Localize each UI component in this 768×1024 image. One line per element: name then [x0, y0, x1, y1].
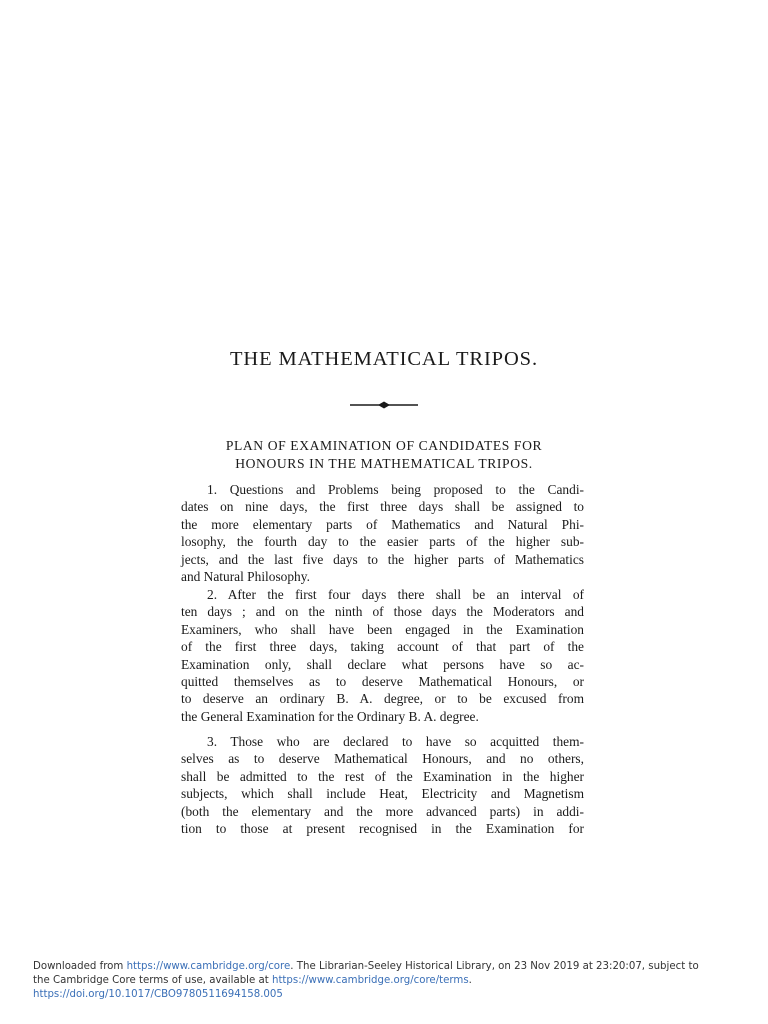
download-footer [33, 960, 753, 1002]
paragraph-line: to deserve an ordinary B. A. degree, or to be excused from [181, 691, 584, 707]
paragraph-line: quitted themselves as to deserve Mathematical Honours, or [181, 673, 584, 689]
paragraph-line: shall be admitted to the rest of the Examination in the higher [181, 768, 584, 784]
diamond-rule-ornament-icon [348, 399, 420, 411]
paragraph-line: and Natural Philosophy. [181, 568, 310, 584]
paragraph-line: jects, and the last five days to the higher parts of Mathematics [181, 551, 584, 567]
paragraph-line: of the first three days, taking account of that part of the [181, 639, 584, 655]
footer-text: Downloaded from [33, 961, 127, 972]
paragraph-line: the more elementary parts of Mathematics and Natural Phi- [181, 516, 584, 532]
paragraph-line: Examination only, shall declare what persons have so ac- [181, 656, 584, 672]
doi-link[interactable]: https://doi.org/10.1017/CBO9780511694158.005 [33, 989, 283, 1000]
paragraph-line: ten days ; and on the ninth of those days the Moderators and [181, 604, 584, 620]
paragraph-1 [181, 481, 584, 585]
section-heading-line-1: PLAN OF EXAMINATION OF CANDIDATES FOR [225, 438, 543, 453]
paragraph-line: losophy, the fourth day to the easier parts of the higher sub- [181, 534, 584, 550]
footer-line-1 [33, 960, 753, 974]
cambridge-core-link[interactable]: https://www.cambridge.org/core [126, 961, 291, 972]
paragraph-line: Examiners, who shall have been engaged in the Examination [181, 621, 584, 637]
paragraph-line: 1. Questions and Problems being proposed to the Candi- [207, 482, 584, 497]
paragraph-line: selves as to deserve Mathematical Honours, and no others, [181, 751, 584, 767]
paragraph-line: dates on nine days, the first three days shall be assigned to [181, 499, 584, 515]
paragraph-line: the General Examination for the Ordinary B. A. degree. [181, 708, 479, 724]
paragraph-line: subjects, which shall include Heat, Electricity and Magnetism [181, 786, 584, 802]
footer-line-3 [33, 988, 753, 1002]
section-heading [0, 437, 768, 472]
footer-text: . The Librarian-Seeley Historical Library, on 23 Nov 2019 at 23:20:07, subject to [290, 961, 699, 972]
footer-text: . [468, 975, 472, 986]
paragraph-line: (both the elementary and the more advanced parts) in addi- [181, 803, 584, 819]
page-title: THE MATHEMATICAL TRIPOS. [229, 348, 539, 370]
section-heading-line-2: HONOURS IN THE MATHEMATICAL TRIPOS. [235, 455, 533, 471]
footer-text: the Cambridge Core terms of use, available at [33, 975, 272, 986]
paragraph-line: 3. Those who are declared to have so acquitted them- [207, 734, 584, 749]
paragraph-line: tion to those at present recognised in the Examination for [181, 820, 584, 836]
footer-line-2 [33, 974, 753, 988]
paragraph-3 [181, 733, 584, 837]
terms-link[interactable]: https://www.cambridge.org/core/terms [271, 975, 469, 986]
paragraph-line: 2. After the first four days there shall be an interval of [207, 587, 584, 602]
paragraph-2 [181, 586, 584, 725]
